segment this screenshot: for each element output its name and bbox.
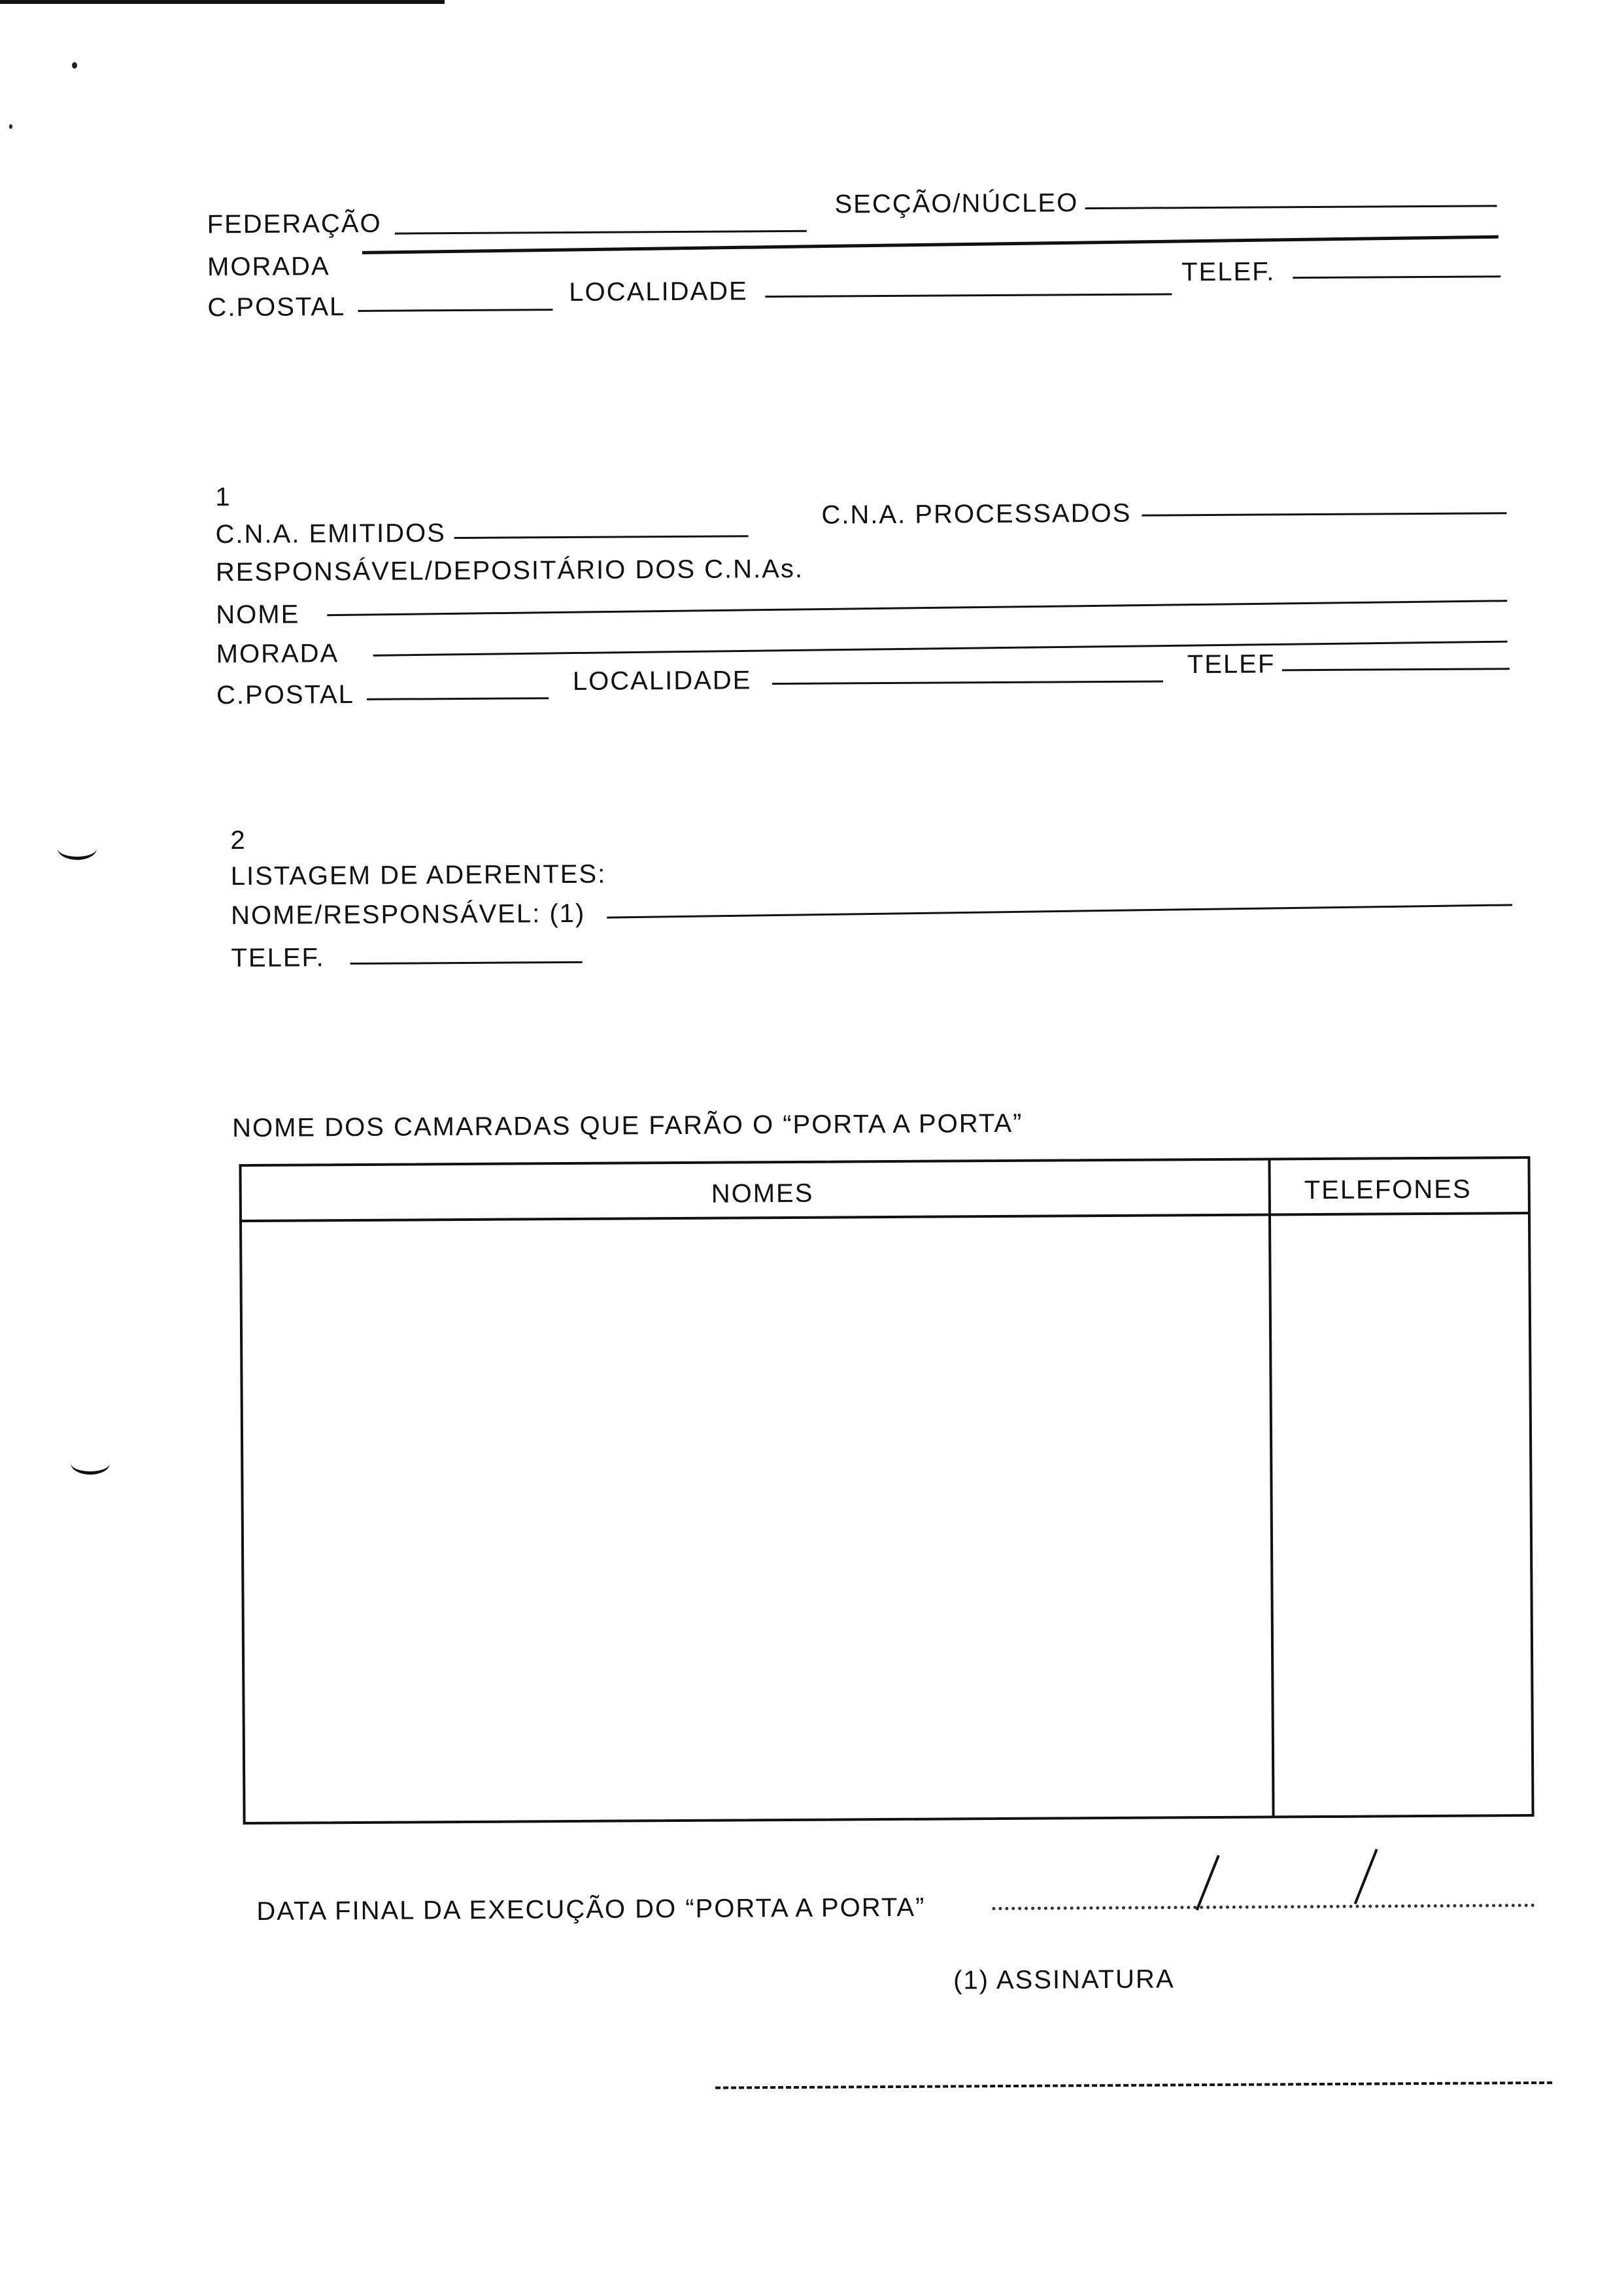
nome-responsavel-label: NOME/RESPONSÁVEL: (1)	[231, 899, 586, 931]
listagem-label: LISTAGEM DE ADERENTES:	[230, 859, 607, 891]
telef-label: TELEF.	[1181, 257, 1276, 287]
federacao-label: FEDERAÇÃO	[207, 209, 382, 239]
assinatura-label: (1) ASSINATURA	[953, 1964, 1175, 1995]
cpostal-1-label: C.POSTAL	[216, 680, 355, 710]
telef-field[interactable]	[1293, 275, 1501, 279]
camaradas-title: NOME DOS CAMARADAS QUE FARÃO O “PORTA A PORTA”	[232, 1108, 1023, 1143]
section-2-number: 2	[230, 826, 246, 855]
cpostal-1-field[interactable]	[367, 697, 549, 700]
cna-processados-label: C.N.A. PROCESSADOS	[821, 498, 1132, 530]
federacao-field[interactable]	[395, 230, 807, 235]
nomes-column-header: NOMES	[711, 1178, 814, 1208]
data-final-field[interactable]	[992, 1904, 1535, 1910]
camaradas-table	[239, 1156, 1534, 1825]
localidade-field[interactable]	[765, 293, 1172, 298]
cpostal-label: C.POSTAL	[207, 292, 346, 322]
data-final-label: DATA FINAL DA EXECUÇÃO DO “PORTA A PORTA”	[256, 1893, 926, 1926]
section-1-number: 1	[215, 483, 231, 512]
cna-emitidos-field[interactable]	[454, 535, 749, 539]
telef-2-label: TELEF.	[231, 943, 325, 973]
telef-2-field[interactable]	[350, 961, 583, 965]
assinatura-field[interactable]	[715, 2082, 1552, 2089]
telef-1-label: TELEF	[1187, 649, 1276, 679]
morada-field[interactable]	[362, 235, 1499, 254]
nome-responsavel-field[interactable]	[607, 904, 1512, 918]
responsavel-label: RESPONSÁVEL/DEPOSITÁRIO DOS C.N.As.	[215, 554, 804, 587]
nome-label: NOME	[216, 600, 300, 630]
cna-processados-field[interactable]	[1142, 512, 1506, 516]
localidade-1-label: LOCALIDADE	[572, 666, 752, 696]
localidade-label: LOCALIDADE	[569, 277, 748, 307]
telefones-column-header: TELEFONES	[1304, 1174, 1472, 1205]
morada-1-field[interactable]	[373, 641, 1508, 657]
seccao-field[interactable]	[1085, 205, 1497, 209]
date-separator-2	[1354, 1849, 1378, 1904]
date-separator-1	[1196, 1855, 1220, 1911]
morada-1-label: MORADA	[216, 639, 339, 669]
table-column-divider	[1268, 1160, 1274, 1815]
seccao-label: SECÇÃO/NÚCLEO	[834, 188, 1079, 219]
cpostal-field[interactable]	[358, 309, 552, 312]
telef-1-field[interactable]	[1282, 668, 1510, 671]
nome-field[interactable]	[327, 600, 1507, 616]
morada-label: MORADA	[207, 252, 330, 282]
localidade-1-field[interactable]	[772, 680, 1163, 685]
cna-emitidos-label: C.N.A. EMITIDOS	[215, 519, 446, 549]
